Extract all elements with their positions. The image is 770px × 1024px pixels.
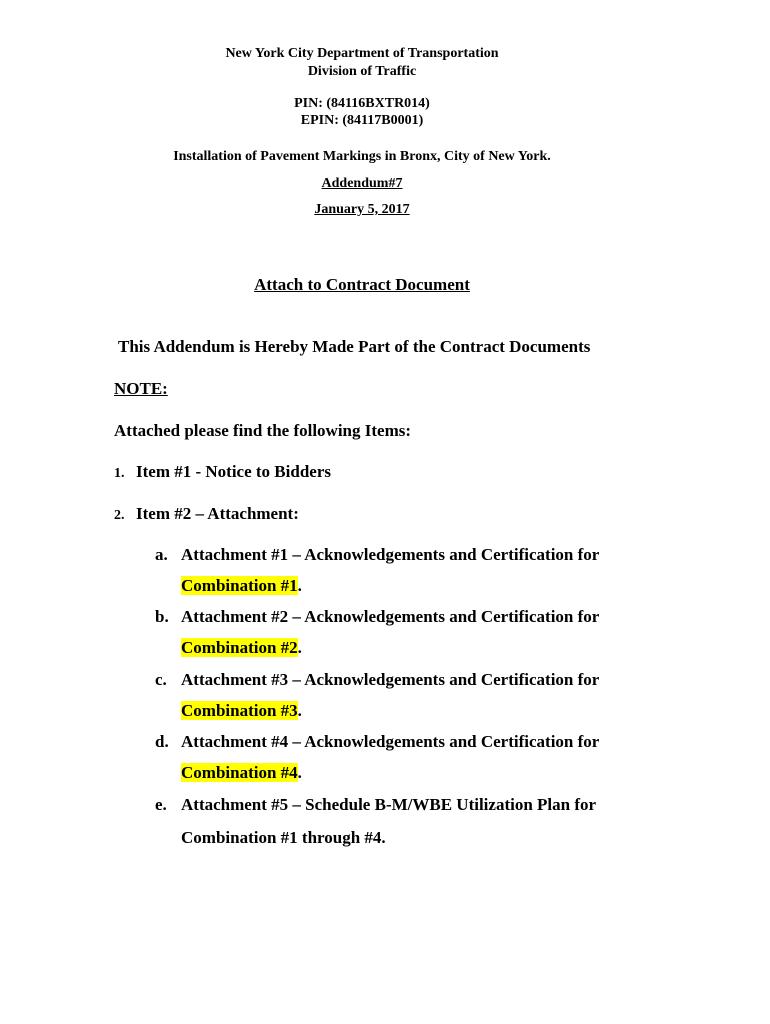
list-item: [155, 732, 599, 752]
division-name: Division of Traffic: [307, 64, 417, 79]
attachment-letter: b.: [155, 607, 169, 626]
list-item: [155, 607, 599, 627]
highlighted-combination: Combination #2: [181, 638, 298, 657]
attach-heading: Attach to Contract Document: [254, 275, 470, 294]
attachment-text: Attachment #1 – Acknowledgements and Certification for: [181, 545, 600, 564]
list-item: [155, 545, 599, 565]
epin-number: EPIN: (84117B0001): [300, 113, 424, 128]
attachment-letter: a.: [155, 545, 168, 564]
made-part-statement: This Addendum is Hereby Made Part of the Contract Documents: [118, 337, 591, 356]
addendum-date: January 5, 2017: [314, 202, 410, 217]
attached-intro: Attached please find the following Items:: [114, 421, 412, 440]
item-text: Item #2 – Attachment:: [136, 504, 299, 523]
combination-line: [181, 576, 302, 596]
combination-line: [181, 701, 302, 721]
attachment-letter: d.: [155, 732, 169, 751]
note-label: NOTE:: [114, 379, 168, 398]
list-item: [155, 795, 596, 815]
list-item: [155, 670, 599, 690]
item-number: 1.: [114, 466, 125, 481]
line-end: .: [297, 763, 302, 782]
attachment-letter: e.: [155, 795, 167, 814]
line-end: .: [297, 638, 302, 657]
combination-line: [181, 763, 302, 783]
addendum-number: Addendum#7: [321, 176, 403, 191]
highlighted-combination: Combination #1: [181, 576, 298, 595]
attachment-text: Attachment #3 – Acknowledgements and Certification for: [181, 670, 600, 689]
item-text: Item #1 - Notice to Bidders: [136, 462, 331, 481]
list-item: [114, 462, 331, 482]
highlighted-combination: Combination #3: [181, 701, 298, 720]
combination-line: [181, 638, 302, 658]
line-end: .: [297, 576, 302, 595]
department-name: New York City Department of Transportation: [225, 46, 499, 61]
highlighted-combination: Combination #4: [181, 763, 298, 782]
combination-line: [181, 828, 386, 848]
pin-number: PIN: (84116BXTR014): [294, 96, 430, 111]
attachment-text: Attachment #5 – Schedule B-M/WBE Utilization Plan for: [181, 795, 597, 814]
attachment-text: Attachment #4 – Acknowledgements and Certification for: [181, 732, 600, 751]
attachment-letter: c.: [155, 670, 167, 689]
line-end: .: [297, 701, 302, 720]
list-item: [114, 504, 299, 524]
project-title: Installation of Pavement Markings in Bronx, City of New York.: [173, 149, 551, 164]
combination-range: Combination #1 through #4.: [181, 828, 386, 847]
item-number: 2.: [114, 508, 125, 523]
attachment-text: Attachment #2 – Acknowledgements and Certification for: [181, 607, 600, 626]
